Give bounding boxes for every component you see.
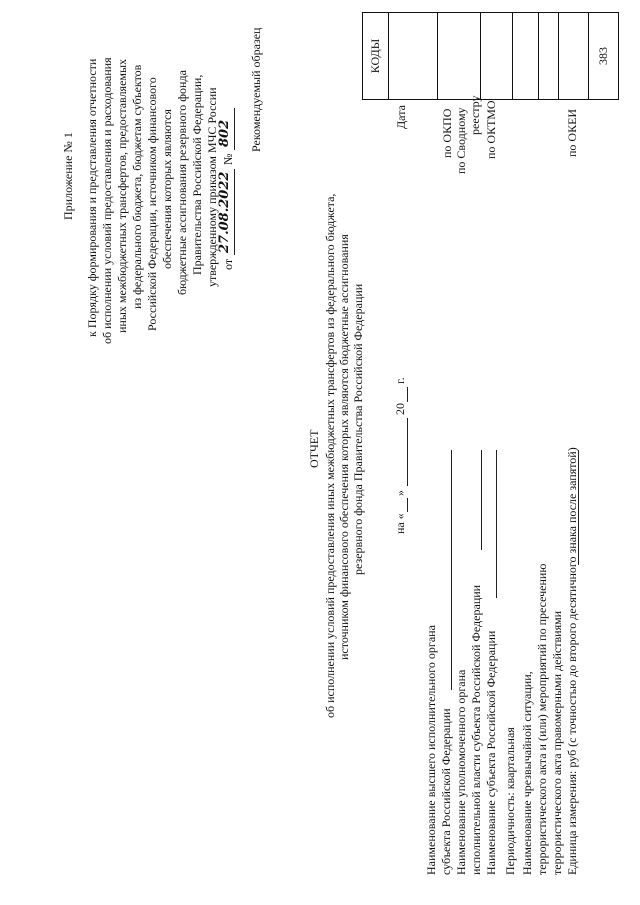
field-label: Наименование субъекта Российской Федерации bbox=[484, 630, 498, 875]
field-label: субъекта Российской Федерации bbox=[439, 708, 453, 875]
field-label: террористического акта правомерными действиями bbox=[550, 610, 564, 875]
order-number-label: № bbox=[221, 153, 235, 165]
appendix-line: Российской Федерации, источником финансового bbox=[145, 77, 159, 331]
appendix-line: утвержденному приказом МЧС России bbox=[205, 87, 219, 287]
field-fill-line bbox=[481, 450, 482, 550]
report-date-prefix: на « bbox=[393, 513, 407, 534]
code-label-svodny: реестру bbox=[468, 95, 482, 135]
report-year-prefix: 20 bbox=[393, 403, 407, 415]
order-number: 802 bbox=[217, 119, 232, 147]
field-label: Наименование высшего исполнительного органа bbox=[424, 625, 438, 875]
appendix-line: бюджетные ассигнования резервного фонда bbox=[175, 70, 189, 295]
report-subtitle-line: резервного фонда Правительства Российской Федерации bbox=[351, 283, 365, 575]
code-value-oktmo bbox=[513, 13, 539, 100]
appendix-line: из федерального бюджета, бюджетам субъектов bbox=[130, 64, 144, 309]
report-year-suffix: г. bbox=[393, 377, 407, 384]
code-label-okpo: по ОКПО bbox=[440, 108, 454, 158]
order-number-underline bbox=[234, 108, 235, 150]
report-date-mid: » bbox=[393, 490, 407, 496]
appendix-line: к Порядку формирования и представления отчетности bbox=[85, 58, 99, 337]
appendix-line: иных межбюджетных трансфертов, предоставляемых bbox=[115, 58, 129, 333]
field-fill-line bbox=[578, 450, 579, 565]
code-value-okei: 383 bbox=[589, 13, 619, 100]
order-date-underline bbox=[234, 169, 235, 255]
appendix-line: Правительства Российской Федерации, bbox=[190, 74, 204, 275]
field-label: Наименование чрезвычайной ситуации, bbox=[520, 671, 534, 875]
code-label-svodny: по Сводному bbox=[454, 107, 468, 174]
code-value-empty bbox=[539, 13, 559, 100]
code-label-date: Дата bbox=[394, 105, 408, 129]
report-month-blank bbox=[407, 418, 408, 486]
code-value-okpo bbox=[438, 13, 481, 100]
code-label-okei: по ОКЕИ bbox=[565, 108, 579, 157]
codes-table bbox=[362, 12, 619, 100]
report-title: ОТЧЕТ bbox=[307, 429, 321, 468]
report-year-blank bbox=[407, 387, 408, 402]
code-value-svodny bbox=[481, 13, 513, 100]
order-date: 27.08.2022 bbox=[217, 171, 232, 253]
field-label: Периодичность: квартальная bbox=[503, 727, 517, 875]
order-prefix: от bbox=[221, 258, 235, 270]
field-fill-line bbox=[496, 450, 497, 598]
field-fill-line bbox=[451, 450, 452, 690]
report-subtitle-line: об исполнении условий предоставления иных межбюджетных трансфертов из федерального бюджета, bbox=[323, 193, 337, 718]
appendix-line: обеспечения которых являются bbox=[160, 109, 174, 269]
code-label-oktmo: по ОКТМО bbox=[484, 100, 498, 159]
report-day-blank bbox=[407, 498, 408, 512]
field-label: исполнительной власти субъекта Российской Федерации bbox=[469, 584, 483, 875]
codes-header: КОДЫ bbox=[363, 13, 389, 100]
appendix-title: Приложение № 1 bbox=[61, 132, 75, 220]
field-label: Единица измерения: руб (с точностью до второго десятичного знака после запятой) bbox=[565, 447, 579, 875]
appendix-line: об исполнении условий предоставления и расходования bbox=[100, 57, 114, 344]
recommended-sample: Рекомендуемый образец bbox=[249, 27, 263, 152]
code-value-empty bbox=[559, 13, 589, 100]
field-label: террористического акта и (или) мероприятий по пресечению bbox=[535, 563, 549, 875]
code-value-date bbox=[389, 13, 438, 100]
report-subtitle-line: источником финансового обеспечения которых являются бюджетные ассигнования bbox=[337, 234, 351, 660]
field-label: Наименование уполномоченного органа bbox=[454, 669, 468, 875]
